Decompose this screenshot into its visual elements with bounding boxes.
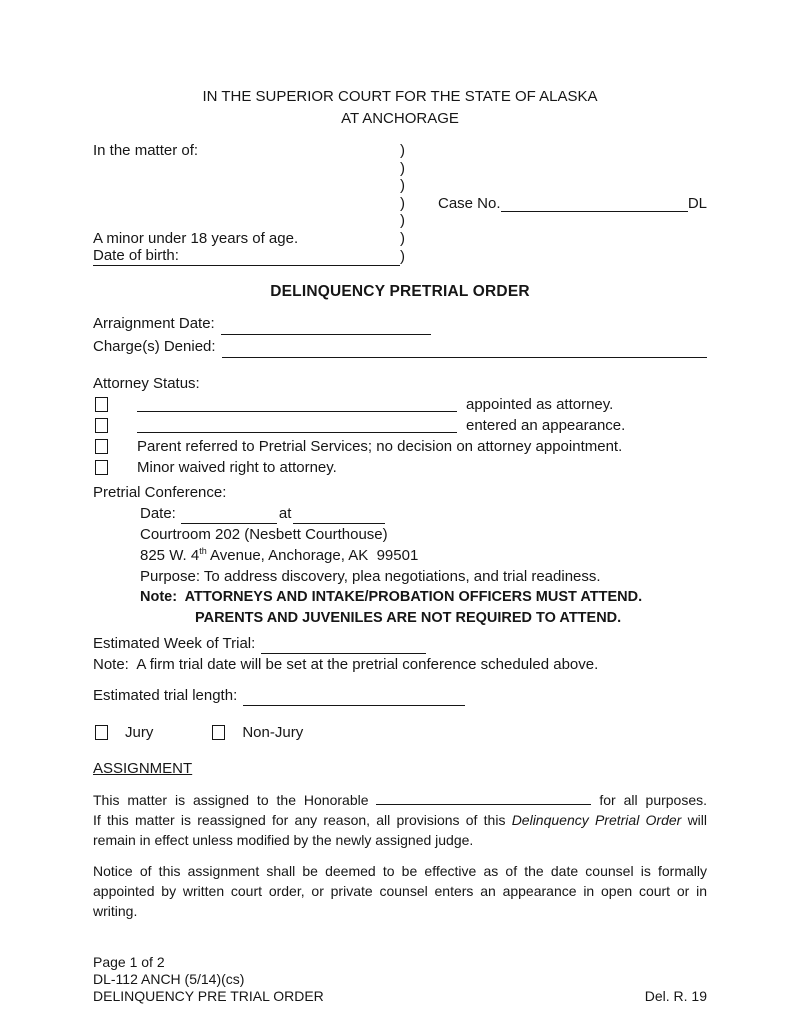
purpose-line: Purpose: To address discovery, plea negotiations, and trial readiness. — [140, 567, 601, 585]
pretrial-date-label: Date: — [140, 504, 176, 522]
case-no-suffix: DL — [687, 194, 707, 212]
trial-week-section — [93, 633, 707, 675]
caption-row-6 — [93, 230, 707, 248]
appointed-attorney-label: appointed as attorney. — [466, 395, 614, 413]
address-street: 825 W. 4 — [140, 546, 200, 564]
notice-line2: appointed by written court order, or private counsel enters an appearance in open court or in — [93, 882, 707, 899]
parent-referred-label: Parent referred to Pretrial Services; no decision on attorney appointment. — [137, 437, 623, 455]
pretrial-date-row — [140, 503, 707, 524]
minor-statement: A minor under 18 years of age. — [93, 229, 299, 247]
date-of-birth-field[interactable] — [93, 247, 400, 266]
jury-selection-row — [93, 722, 707, 743]
assignment-line2-text: If this matter is reassigned for any reason, all provisions of this — [93, 811, 506, 828]
charges-denied-label: Charge(s) Denied: — [93, 337, 216, 355]
caption-row-3 — [93, 177, 707, 195]
checkbox-non-jury[interactable] — [212, 725, 225, 740]
checkbox-minor-waived[interactable] — [95, 460, 108, 475]
court-name: IN THE SUPERIOR COURT FOR THE STATE OF ALASKA — [202, 88, 598, 105]
attorney-option-appointed — [93, 394, 707, 415]
court-location: AT ANCHORAGE — [341, 110, 459, 127]
page-number: Page 1 of 2 — [93, 954, 165, 970]
trial-week-field[interactable] — [261, 638, 426, 654]
attendance-note-line2: PARENTS AND JUVENILES ARE NOT REQUIRED TO ATTEND. — [195, 609, 622, 626]
address-line — [140, 545, 707, 566]
minor-waived-label: Minor waived right to attorney. — [137, 458, 337, 476]
checkbox-parent-referred[interactable] — [95, 439, 108, 454]
charges-denied-field[interactable] — [222, 342, 707, 358]
assignment-line2 — [93, 810, 707, 830]
trial-week-note: Note: A firm trial date will be set at the pretrial conference scheduled above. — [93, 655, 599, 673]
in-matter-of-label: In the matter of: — [93, 142, 199, 159]
caption-paren: ) — [400, 142, 405, 159]
charges-denied-row — [93, 335, 707, 358]
courtroom-line: Courtroom 202 (Nesbett Courthouse) — [140, 525, 388, 543]
assigned-judge-field[interactable] — [376, 790, 591, 805]
attorney-status-section — [93, 373, 707, 478]
checkbox-jury[interactable] — [95, 725, 108, 740]
assignment-paragraph — [93, 790, 707, 850]
entered-appearance-label: entered an appearance. — [466, 416, 626, 434]
pretrial-conference-heading: Pretrial Conference: — [93, 483, 227, 501]
address-city: Avenue, Anchorage, AK 99501 — [206, 546, 419, 564]
caption-paren: ) — [400, 159, 405, 177]
notice-line1: Notice of this assignment shall be deemed to be effective as of the date counsel is formally — [93, 862, 707, 879]
assignment-line1 — [93, 790, 707, 810]
form-number: DL-112 ANCH (5/14)(cs) — [93, 971, 245, 987]
caption-row-5 — [93, 212, 707, 230]
arraignment-date-label: Arraignment Date: — [93, 314, 215, 332]
attendance-note-line1: Note: ATTORNEYS AND INTAKE/PROBATION OFFICERS MUST ATTEND. — [140, 588, 643, 605]
caption-row-7 — [93, 247, 707, 265]
rule-reference: Del. R. 19 — [644, 988, 707, 1004]
trial-length-label: Estimated trial length: — [93, 686, 238, 704]
court-header — [93, 86, 707, 130]
caption-paren: ) — [400, 248, 405, 265]
caption-row-1 — [93, 142, 707, 160]
case-fields — [93, 312, 707, 358]
case-caption — [93, 142, 707, 265]
appointed-attorney-name-field[interactable] — [137, 396, 457, 412]
pretrial-date-field[interactable] — [181, 508, 277, 524]
footer-form-title: DELINQUENCY PRE TRIAL ORDER — [93, 988, 324, 1004]
checkbox-appointed-attorney[interactable] — [95, 397, 108, 412]
pretrial-time-field[interactable] — [293, 508, 385, 524]
non-jury-label: Non-Jury — [242, 723, 304, 741]
assignment-line2-tail: will — [687, 811, 707, 828]
caption-row-4 — [93, 195, 707, 213]
case-no-field[interactable] — [501, 196, 688, 212]
trial-length-row — [93, 685, 707, 706]
caption-row-2 — [93, 160, 707, 178]
arraignment-date-row — [93, 312, 707, 335]
order-title-italic: Delinquency Pretrial Order — [511, 811, 682, 828]
notice-line3: writing. — [93, 902, 138, 919]
caption-paren: ) — [400, 212, 405, 229]
checkbox-entered-appearance[interactable] — [95, 418, 108, 433]
case-no-label: Case No. — [438, 194, 501, 212]
jury-label: Jury — [125, 723, 154, 741]
pretrial-conference-section — [93, 482, 707, 629]
date-of-birth-label: Date of birth: — [93, 247, 179, 264]
pretrial-at-label: at — [278, 504, 292, 522]
arraignment-date-field[interactable] — [221, 319, 431, 335]
caption-paren: ) — [400, 229, 405, 247]
attorney-option-pretrial-services — [93, 436, 707, 457]
attorney-status-heading: Attorney Status: — [93, 374, 200, 392]
attorney-option-waived — [93, 457, 707, 478]
trial-length-field[interactable] — [243, 690, 465, 706]
assignment-line3: remain in effect unless modified by the newly assigned judge. — [93, 831, 474, 848]
assignment-line1-text: This matter is assigned to the Honorable — [93, 791, 369, 808]
trial-week-row — [93, 633, 707, 654]
caption-paren: ) — [400, 177, 405, 194]
appearance-attorney-name-field[interactable] — [137, 417, 457, 433]
assignment-line1-tail: for all purposes. — [599, 791, 707, 808]
assignment-heading: ASSIGNMENT — [93, 759, 193, 777]
trial-week-label: Estimated Week of Trial: — [93, 634, 256, 652]
document-title: DELINQUENCY PRETRIAL ORDER — [270, 282, 530, 300]
attorney-option-appearance — [93, 415, 707, 436]
form-footer — [93, 954, 707, 1005]
address-ordinal: th — [199, 545, 207, 556]
notice-paragraph — [93, 861, 707, 921]
caption-paren: ) — [400, 194, 405, 212]
